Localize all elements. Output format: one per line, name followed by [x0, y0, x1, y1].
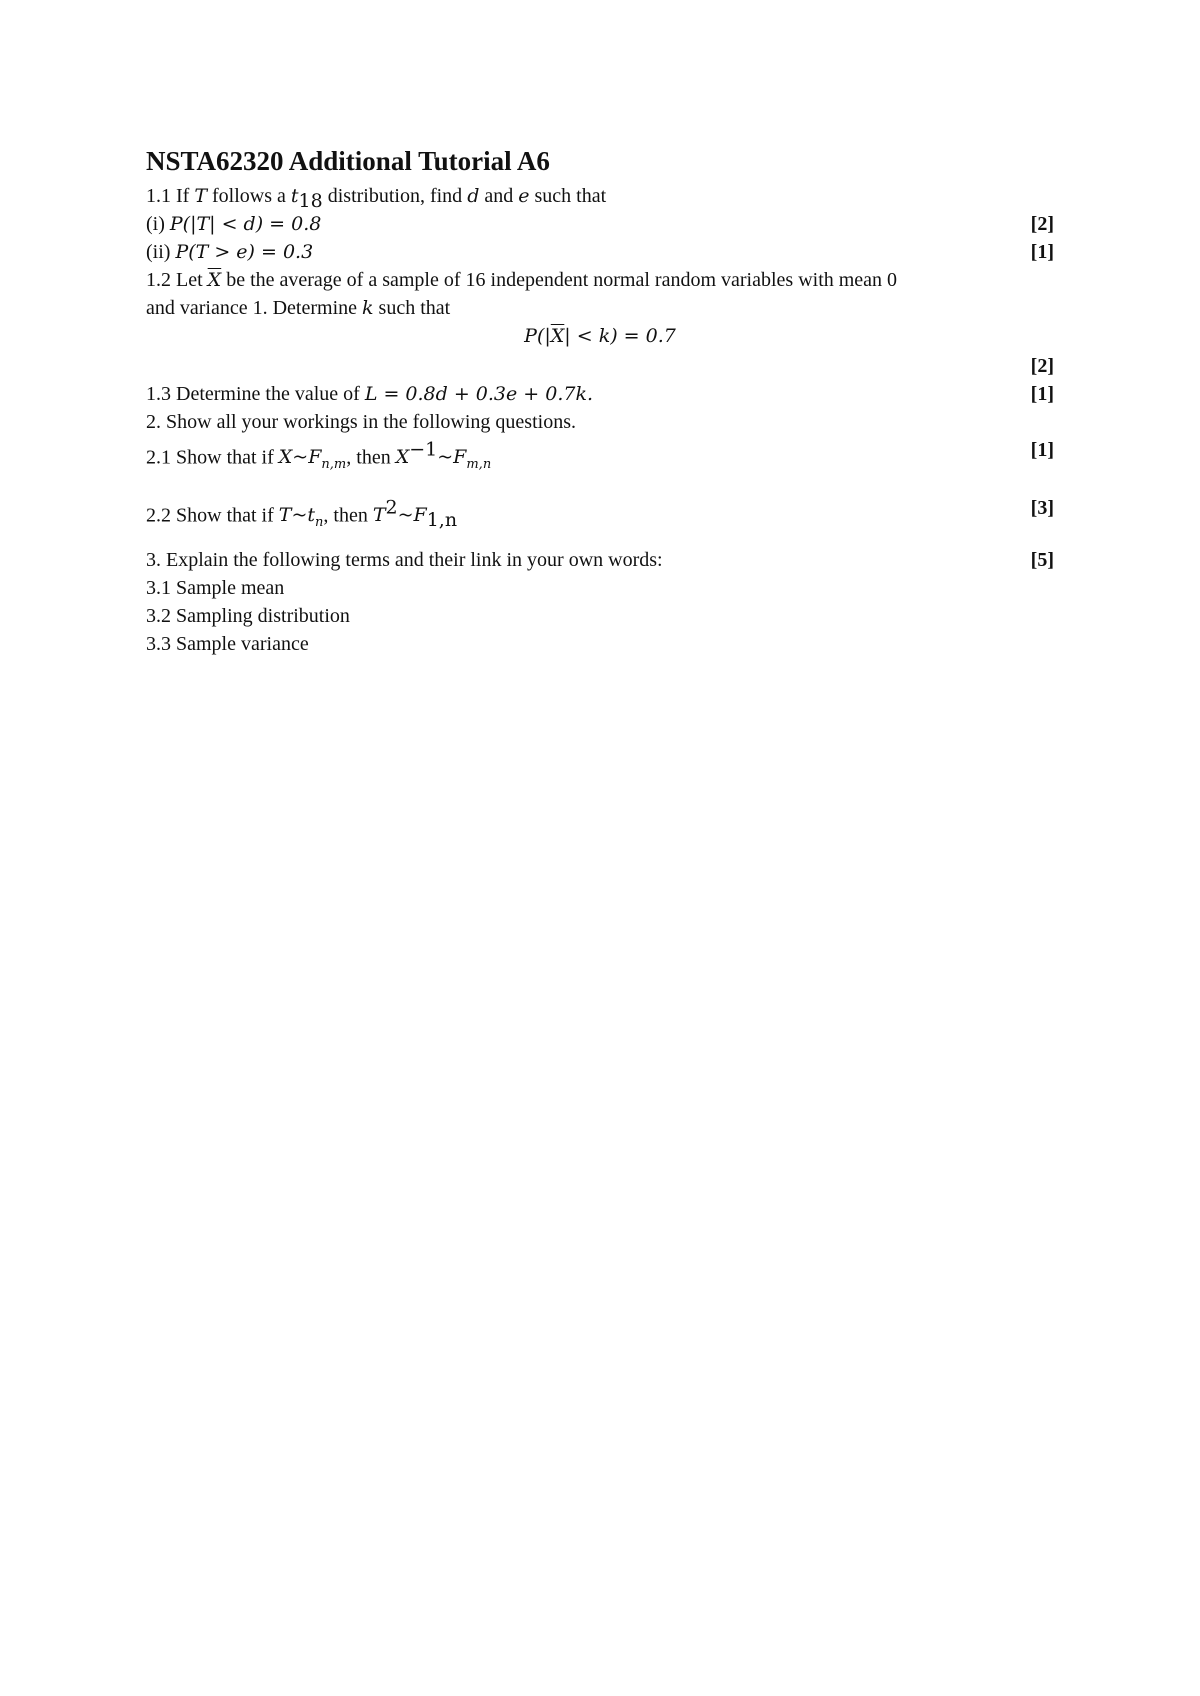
- question-3-2: 3.2 Sampling distribution: [146, 605, 350, 627]
- marks-label: [2]: [1030, 213, 1054, 235]
- question-1-1: 1.1 If T follows a $t_{18}$ distribution, find d and e such that: [146, 185, 607, 212]
- page-title: NSTA62320 Additional Tutorial A6: [146, 146, 550, 176]
- marks-label: [3]: [1030, 497, 1054, 519]
- question-1-1-i: (i) P(|T| < d) = 0.8 [2]: [146, 210, 1054, 238]
- equation: L = 0.8d + 0.3e + 0.7k.: [364, 383, 594, 405]
- question-1-2-continued: and variance 1. Determine k such that: [146, 297, 451, 319]
- marks-label: [1]: [1030, 241, 1054, 263]
- marks-label: [1]: [1030, 383, 1054, 405]
- question-1-2-equation: $P(|\overline{X}| < k) = 0.7$: [524, 325, 676, 347]
- question-2: 2. Show all your workings in the following questions.: [146, 411, 576, 433]
- question-1-1-ii: (ii) P(T > e) = 0.3 [1]: [146, 238, 1054, 266]
- equation: P(T > e) = 0.3: [175, 241, 314, 263]
- question-1-3: 1.3 Determine the value of L = 0.8d + 0.3e + 0.7k. [1]: [146, 380, 1054, 408]
- question-3-1: 3.1 Sample mean: [146, 577, 285, 599]
- question-3-3: 3.3 Sample variance: [146, 633, 309, 655]
- question-2-1: 2.1 Show that if $X\sim F_{n,m}$, then $X^{-1}\sim F_{m,n}$ [1]: [146, 436, 1054, 479]
- marks-label: [5]: [1030, 549, 1054, 571]
- question-1-2: 1.2 Let $\overline{X}$ be the average of a sample of 16 independent normal random variables with mean 0: [146, 269, 898, 291]
- question-3: 3. Explain the following terms and their link in your own words: [5]: [146, 546, 1054, 574]
- marks-label: [2]: [1030, 355, 1054, 377]
- marks-label: [1]: [1030, 439, 1054, 461]
- equation: P(|T| < d) = 0.8: [169, 213, 322, 235]
- question-2-2: 2.2 Show that if $T\sim t_n$, then $T^2\sim F_{1,n}$ [3]: [146, 494, 1054, 537]
